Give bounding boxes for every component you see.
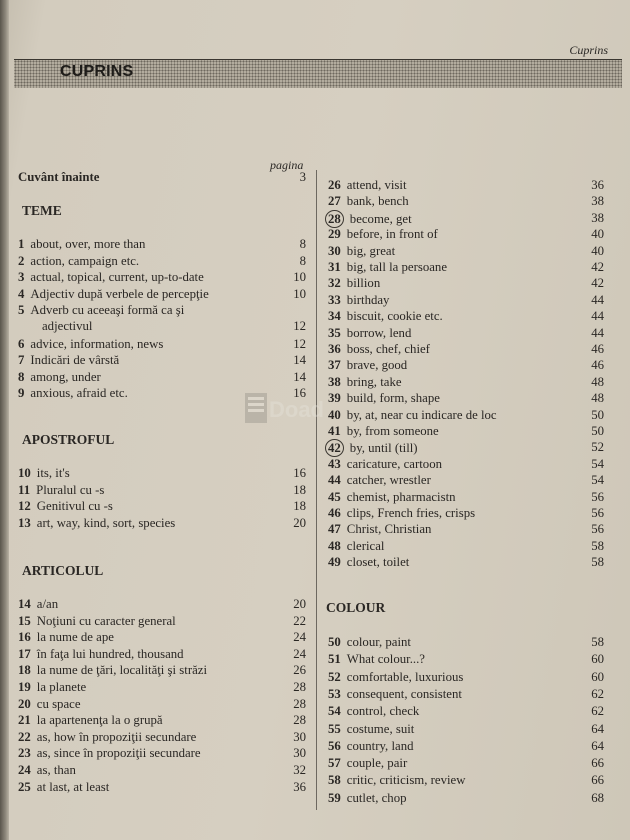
section-heading: ARTICOLUL [22,563,104,578]
entry-text: la nume de ţări, localităţi şi străzi [36,663,208,678]
entry-page: 8 [299,237,306,251]
entry-number: 20 [18,696,31,711]
entry-number: 59 [328,790,341,805]
entry-number: 21 [18,713,31,728]
page-column-label: pagina [270,158,304,172]
entry-number: 26 [328,178,341,192]
toc-entry [328,374,608,390]
entry-text: cutlet, chop [346,790,407,805]
toc-entry [18,286,308,302]
section-heading: COLOUR [326,600,386,615]
toc-entry [328,407,608,423]
entry-number: 55 [328,721,341,736]
entry-number: 37 [328,358,341,373]
entry-page: 56 [591,506,604,520]
toc-entry [328,292,608,308]
toc-entry [18,779,308,795]
entry-text: big, tall la persoane [346,260,448,274]
entry-text: Indicări de vârstă [30,353,120,368]
toc-entry [328,472,608,488]
entry-page: 12 [293,319,306,334]
entry-page: 20 [293,515,306,530]
entry-page: 44 [591,309,604,324]
entry-text: cu space [36,696,81,711]
entry-page: 42 [591,276,604,291]
watermark-text: Doad [269,397,324,422]
entry-page: 24 [293,630,306,645]
entry-page: 42 [591,260,604,274]
entry-number: 34 [328,309,341,324]
toc-entry [18,696,308,712]
toc-entry [328,456,608,472]
toc-entry [328,226,608,242]
entry-number: 51 [328,652,341,667]
entry-page: 28 [293,680,306,694]
entry-text: about, over, more than [30,237,146,251]
foreword-entry [18,169,308,185]
entry-page: 28 [293,713,306,728]
entry-text: advice, information, news [30,336,164,351]
entry-page: 50 [591,424,604,438]
toc-entry [328,325,608,341]
entry-page: 36 [591,178,604,192]
entry-number: 41 [328,424,341,438]
toc-entry [328,243,608,259]
entry-page: 46 [591,358,604,373]
entry-page: 52 [591,440,604,455]
toc-entry [328,669,608,685]
entry-page: 50 [591,407,604,422]
entry-text: clips, French fries, crisps [346,506,476,520]
entry-text: build, form, shape [346,391,440,406]
toc-entry [18,482,308,498]
entry-text: borrow, lend [346,325,412,340]
toc-entry [18,236,308,252]
entry-page: 58 [591,635,604,649]
entry-number: 40 [328,407,341,422]
entry-text: catcher, wrestler [346,473,431,488]
entry-number: 33 [328,292,341,307]
entry-page: 48 [591,391,604,406]
entry-page: 56 [591,522,604,537]
entry-page: 64 [591,721,604,736]
entry-text: birthday [346,292,390,307]
toc-entry [18,336,308,352]
entry-text: What colour...? [346,652,425,667]
entry-page: 18 [293,482,306,497]
entry-text: by, at, near cu indicare de loc [346,407,497,422]
entry-text: actual, topical, current, up-to-date [30,270,204,285]
entry-text: country, land [346,738,414,753]
entry-page: 60 [591,669,604,684]
entry-text: Pluralul cu -s [36,482,105,497]
entry-text: chemist, pharmacistn [346,489,456,504]
entry-number: 45 [328,489,341,504]
toc-entry [328,686,608,702]
entry-number: 23 [18,746,31,761]
entry-text: action, campaign etc. [30,253,140,268]
entry-text: billion [346,276,381,291]
toc-entry [18,515,308,531]
toc-entry [328,193,608,209]
entry-number: 54 [328,704,341,719]
entry-number: 17 [18,646,31,661]
toc-entry [18,646,308,662]
entry-page: 64 [591,738,604,753]
entry-number: 53 [328,686,341,701]
toc-entry [328,357,608,373]
entry-number: 30 [328,243,341,258]
toc-entry [328,755,608,771]
entry-number: 57 [328,756,341,771]
entry-number: 1 [18,237,25,251]
entry-text: Christ, Christian [346,522,432,537]
entry-text: couple, pair [346,756,408,771]
entry-number: 2 [18,253,25,268]
foreword-label: Cuvânt înainte [18,170,100,184]
toc-entry [18,596,308,612]
entry-text: Genitivul cu -s [36,499,113,514]
toc-entry [328,554,608,570]
entry-page: 18 [293,499,306,514]
entry-number: 16 [18,630,31,645]
toc-entry [328,703,608,719]
entry-number: 52 [328,669,341,684]
entry-page: 60 [591,652,604,667]
entry-page: 62 [591,704,604,719]
entry-page: 56 [591,489,604,504]
entry-text: la planete [36,680,87,694]
toc-entry [328,341,608,357]
entry-text: clerical [346,538,385,553]
column-divider [316,170,317,810]
entry-text: by, from someone [346,424,439,438]
entry-text: bring, take [346,374,402,389]
toc-entry [328,721,608,737]
entry-text: bank, bench [346,194,409,209]
entry-number: 10 [18,466,31,480]
entry-text: în faţa lui hundred, thousand [36,646,184,661]
entry-number: 38 [328,374,341,389]
entry-page: 14 [293,353,306,368]
entry-text: critic, criticism, review [346,773,466,788]
entry-page: 30 [293,746,306,761]
toc-entry [18,712,308,728]
toc-entry [328,790,608,806]
entry-number: 39 [328,391,341,406]
foreword-page: 3 [299,170,306,184]
entry-text: anxious, afraid etc. [30,386,128,401]
entry-page: 14 [293,369,306,384]
toc-entry [18,385,308,401]
entry-page: 48 [591,374,604,389]
section-heading: APOSTROFUL [22,432,115,447]
entry-number: 31 [328,260,341,274]
toc-entry [18,629,308,645]
entry-number: 7 [18,353,25,368]
entry-page: 58 [591,538,604,553]
entry-text: before, in front of [346,227,438,242]
entry-number: 49 [328,555,341,570]
toc-entry [18,662,308,678]
entry-number: 15 [18,613,31,628]
entry-text: comfortable, luxurious [346,669,464,684]
entry-text: la apartenenţa la o grupă [36,713,163,728]
entry-page: 12 [293,336,306,351]
entry-text: Noţiuni cu caracter general [36,613,176,628]
toc-entry [328,651,608,667]
entry-number: 29 [328,227,341,242]
entry-text: its, it's [36,466,70,480]
entry-page: 10 [293,286,306,301]
toc-entry [18,762,308,778]
entry-number: 8 [18,369,25,384]
entry-page: 68 [591,790,604,805]
entry-number: 13 [18,515,31,530]
toc-entry [328,308,608,324]
entry-number: 36 [328,342,341,356]
entry-text: as, than [36,763,76,777]
page-title: CUPRINS [60,63,134,80]
toc-entry [18,302,308,334]
entry-page: 30 [293,729,306,744]
toc-entry [18,679,308,695]
toc-entry [18,369,308,385]
entry-text-continuation: adjectivul [42,319,93,334]
entry-text: at last, at least [36,779,110,794]
entry-page: 8 [299,253,306,268]
toc-entry [18,269,308,285]
entry-text: brave, good [346,358,408,373]
entry-page: 16 [293,466,306,480]
toc-entry [18,352,308,368]
entry-number: 24 [18,763,31,777]
entry-text: big, great [346,243,396,258]
toc-entry [18,253,308,269]
book-spine-shadow [0,0,9,840]
entry-page: 28 [293,696,306,711]
toc-entry [328,177,608,193]
entry-text: a/an [36,597,59,611]
entry-number: 28 [325,210,344,228]
toc-entry [328,439,608,455]
entry-number: 5 [18,303,25,318]
entry-page: 44 [591,292,604,307]
entry-page: 38 [591,210,604,225]
entry-page: 10 [293,270,306,285]
toc-entry [328,521,608,537]
entry-page: 32 [293,763,306,777]
entry-page: 26 [293,663,306,678]
entry-text: among, under [30,369,101,384]
toc-entry [328,505,608,521]
toc-entry [328,210,608,226]
entry-page: 22 [293,613,306,628]
toc-entry [328,390,608,406]
entry-number: 14 [18,597,31,611]
entry-page: 16 [293,386,306,401]
entry-page: 62 [591,686,604,701]
entry-number: 9 [18,386,25,401]
entry-number: 43 [328,456,341,471]
entry-page: 54 [591,456,604,471]
entry-page: 66 [591,756,604,771]
entry-text: by, until (till) [349,441,418,456]
entry-page: 36 [293,779,306,794]
entry-number: 6 [18,336,25,351]
entry-number: 19 [18,680,31,694]
entry-number: 4 [18,286,25,301]
entry-number: 58 [328,773,341,788]
entry-page: 24 [293,646,306,661]
entry-page: 54 [591,473,604,488]
entry-number: 50 [328,635,341,649]
entry-text: boss, chef, chief [346,342,430,356]
entry-number: 48 [328,538,341,553]
entry-text: consequent, consistent [346,686,462,701]
toc-entry [18,465,308,481]
entry-number: 56 [328,738,341,753]
entry-page: 46 [591,342,604,356]
entry-page: 44 [591,325,604,340]
toc-entry [328,738,608,754]
toc-entry [328,538,608,554]
running-head: Cuprins [569,43,608,57]
entry-number: 42 [325,439,344,457]
entry-number: 35 [328,325,341,340]
toc-entry [328,634,608,650]
entry-text: become, get [349,211,412,226]
entry-number: 44 [328,473,341,488]
entry-number: 18 [18,663,31,678]
toc-entry [328,423,608,439]
entry-text: caricature, cartoon [346,456,442,471]
entry-number: 22 [18,729,31,744]
toc-entry [18,745,308,761]
entry-text: biscuit, cookie etc. [346,309,443,324]
entry-number: 25 [18,779,31,794]
toc-entry [328,489,608,505]
entry-page: 66 [591,773,604,788]
entry-text: control, check [346,704,420,719]
entry-number: 27 [328,194,341,209]
section-heading: TEME [22,203,62,218]
entry-page: 20 [293,597,306,611]
entry-text: art, way, kind, sort, species [36,515,176,530]
entry-text: colour, paint [346,635,411,649]
entry-text: costume, suit [346,721,415,736]
entry-text: as, since în propoziţii secundare [36,746,201,761]
entry-page: 40 [591,227,604,242]
entry-page: 58 [591,555,604,570]
toc-entry [18,729,308,745]
entry-number: 47 [328,522,341,537]
entry-number: 11 [18,482,31,497]
entry-page: 40 [591,243,604,258]
entry-text: as, how în propoziţii secundare [36,729,197,744]
toc-entry [18,613,308,629]
toc-entry [328,275,608,291]
entry-number: 12 [18,499,31,514]
entry-page: 38 [591,194,604,209]
toc-entry [18,498,308,514]
entry-text: attend, visit [346,178,407,192]
entry-text: Adjectiv după verbele de percepţie [30,286,209,301]
entry-text: closet, toilet [346,555,410,570]
toc-entry [328,772,608,788]
entry-number: 46 [328,506,341,520]
entry-number: 3 [18,270,25,285]
entry-number: 32 [328,276,341,291]
entry-text: Adverb cu aceeaşi formă ca şi [30,303,185,318]
toc-entry [328,259,608,275]
entry-text: la nume de ape [36,630,114,645]
